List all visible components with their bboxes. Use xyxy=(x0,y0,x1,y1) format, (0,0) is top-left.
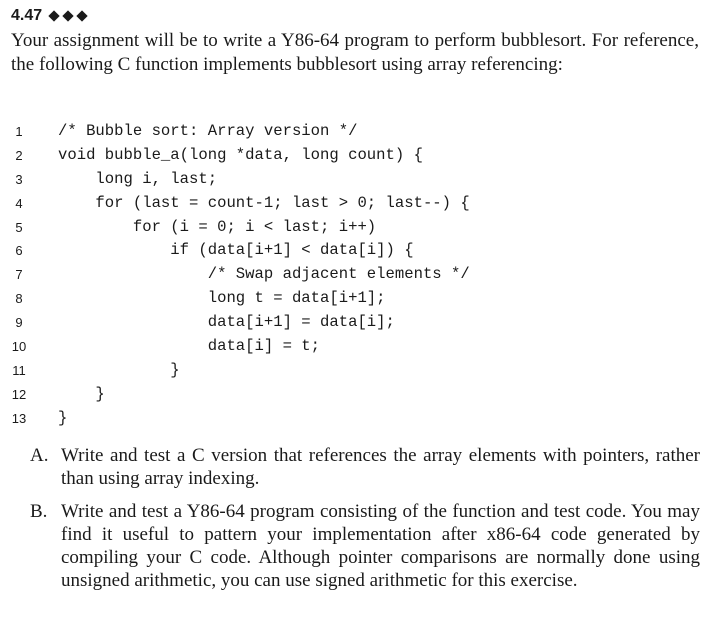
code-line xyxy=(6,144,696,168)
diamond-icon xyxy=(62,10,73,21)
code-text: data[i] = t; xyxy=(58,337,321,356)
code-line xyxy=(6,192,696,216)
exercise-header xyxy=(11,6,88,26)
three-diamonds-icon xyxy=(48,12,88,20)
exercise-item-a xyxy=(30,444,700,490)
item-text: Write and test a Y86-64 program consisting of the function and test code. You may find it useful to pattern your implementation after x86-64 code generated by compiling your C code. Although pointer comparisons are normally done using unsigned arithmetic, you can use signed arithmetic for this exercise. xyxy=(61,501,700,591)
code-text: data[i+1] = data[i]; xyxy=(58,313,395,332)
code-line xyxy=(6,383,696,407)
item-label: A. xyxy=(30,445,49,466)
code-text: for (i = 0; i < last; i++) xyxy=(58,217,377,236)
code-text: /* Swap adjacent elements */ xyxy=(58,265,470,284)
item-text: Write and test a C version that references the array elements with pointers, rather than using array indexing. xyxy=(61,445,700,489)
code-line xyxy=(6,335,696,359)
line-number: 10 xyxy=(11,339,27,355)
line-number: 13 xyxy=(11,410,27,426)
code-text: void bubble_a(long *data, long count) { xyxy=(58,145,423,164)
code-listing xyxy=(6,120,696,431)
code-text: } xyxy=(58,408,68,427)
exercise-item-b xyxy=(30,500,700,592)
code-line xyxy=(6,359,696,383)
code-line xyxy=(6,263,696,287)
code-text: long i, last; xyxy=(58,169,218,188)
line-number: 7 xyxy=(15,267,23,283)
line-number: 12 xyxy=(11,386,27,402)
diamond-icon xyxy=(76,10,87,21)
code-text: /* Bubble sort: Array version */ xyxy=(58,122,358,140)
intro-paragraph: Your assignment will be to write a Y86-64 program to perform bubblesort. For reference, the following C function implements bubblesort using array referencing: xyxy=(11,30,699,75)
code-line xyxy=(6,120,696,144)
line-number: 5 xyxy=(15,219,23,235)
line-number: 6 xyxy=(15,243,23,259)
line-number: 9 xyxy=(15,315,23,331)
exercise-number: 4.47 xyxy=(11,7,43,24)
code-line xyxy=(6,287,696,311)
code-line xyxy=(6,311,696,335)
item-label: B. xyxy=(30,501,48,522)
line-number: 4 xyxy=(15,195,23,211)
code-text: long t = data[i+1]; xyxy=(58,289,386,308)
code-line xyxy=(6,407,696,431)
code-text: } xyxy=(58,360,180,379)
line-number: 11 xyxy=(12,362,26,378)
code-line xyxy=(6,239,696,263)
diamond-icon xyxy=(48,10,59,21)
exercise-intro xyxy=(11,29,699,77)
code-text: if (data[i+1] < data[i]) { xyxy=(58,241,414,260)
line-number: 2 xyxy=(15,147,23,163)
code-text: } xyxy=(58,384,105,403)
exercise-items xyxy=(30,444,700,602)
line-number: 3 xyxy=(15,171,23,187)
line-number: 1 xyxy=(15,124,23,139)
code-line xyxy=(6,168,696,192)
code-text: for (last = count-1; last > 0; last--) { xyxy=(58,193,470,212)
line-number: 8 xyxy=(15,291,23,307)
code-line xyxy=(6,216,696,240)
